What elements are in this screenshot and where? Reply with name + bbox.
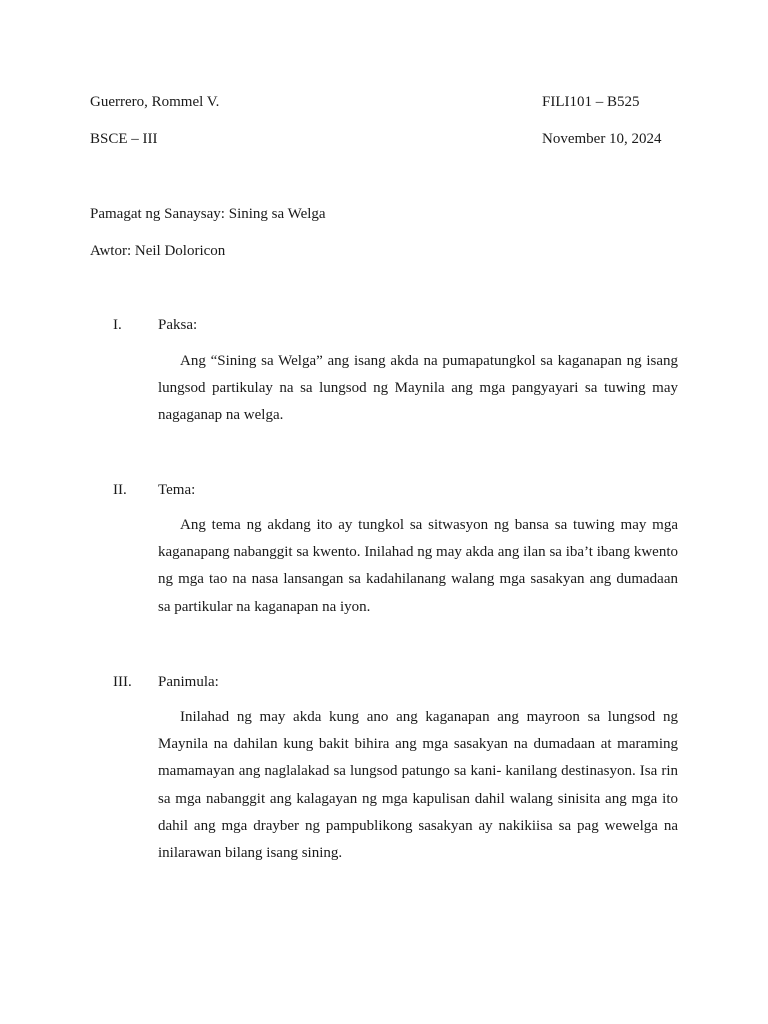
section-paragraph: Ang tema ng akdang ito ay tungkol sa sitwasyon ng bansa sa tuwing may mga kaganapang nabanggit sa kwento. Inilahad ng may akda ang ilan sa iba’t ibang kwento ng mga tao na nasa lansangan sa kadahilanang walang mga sasakyan ang dumadaan sa partikular na kaganapan na iyon.	[158, 517, 678, 615]
section-heading: Tema:	[158, 482, 196, 498]
section-paragraph: Ang “Sining sa Welga” ang isang akda na pumapatungkol sa kaganapan ng isang lungsod partikulay na sa lungsod ng Maynila ang mga pangyayari sa tuwing may nagaganap na welga.	[158, 353, 678, 424]
essay-author: Awtor: Neil Doloricon	[90, 243, 226, 259]
student-name: Guerrero, Rommel V.	[90, 94, 220, 110]
course-section: FILI101 – B525	[542, 94, 640, 110]
section-heading: Paksa:	[158, 317, 198, 333]
section-numeral: II.	[113, 482, 127, 498]
section-heading: Panimula:	[158, 674, 219, 690]
essay-title: Pamagat ng Sanaysay: Sining sa Welga	[90, 206, 326, 222]
program-year: BSCE – III	[90, 131, 158, 147]
date: November 10, 2024	[542, 131, 662, 147]
section-paragraph: Inilahad ng may akda kung ano ang kaganapan ang mayroon sa lungsod ng Maynila na dahilan kung bakit bihira ang mga sasakyan na dumadaan at maraming mamamayan ang naglalakad sa lungsod patungo sa kani- kanilang destinasyon. Isa rin sa mga nabanggit ang kalagayan ng mga kapulisan dahil walang sinisita ang mga ito dahil ang mga drayber ng pampublikong sasakyan ay nakikiisa sa pag wewelga na inilarawan bilang isang sining.	[158, 709, 678, 862]
section-numeral: I.	[113, 317, 122, 333]
section-numeral: III.	[113, 674, 132, 690]
